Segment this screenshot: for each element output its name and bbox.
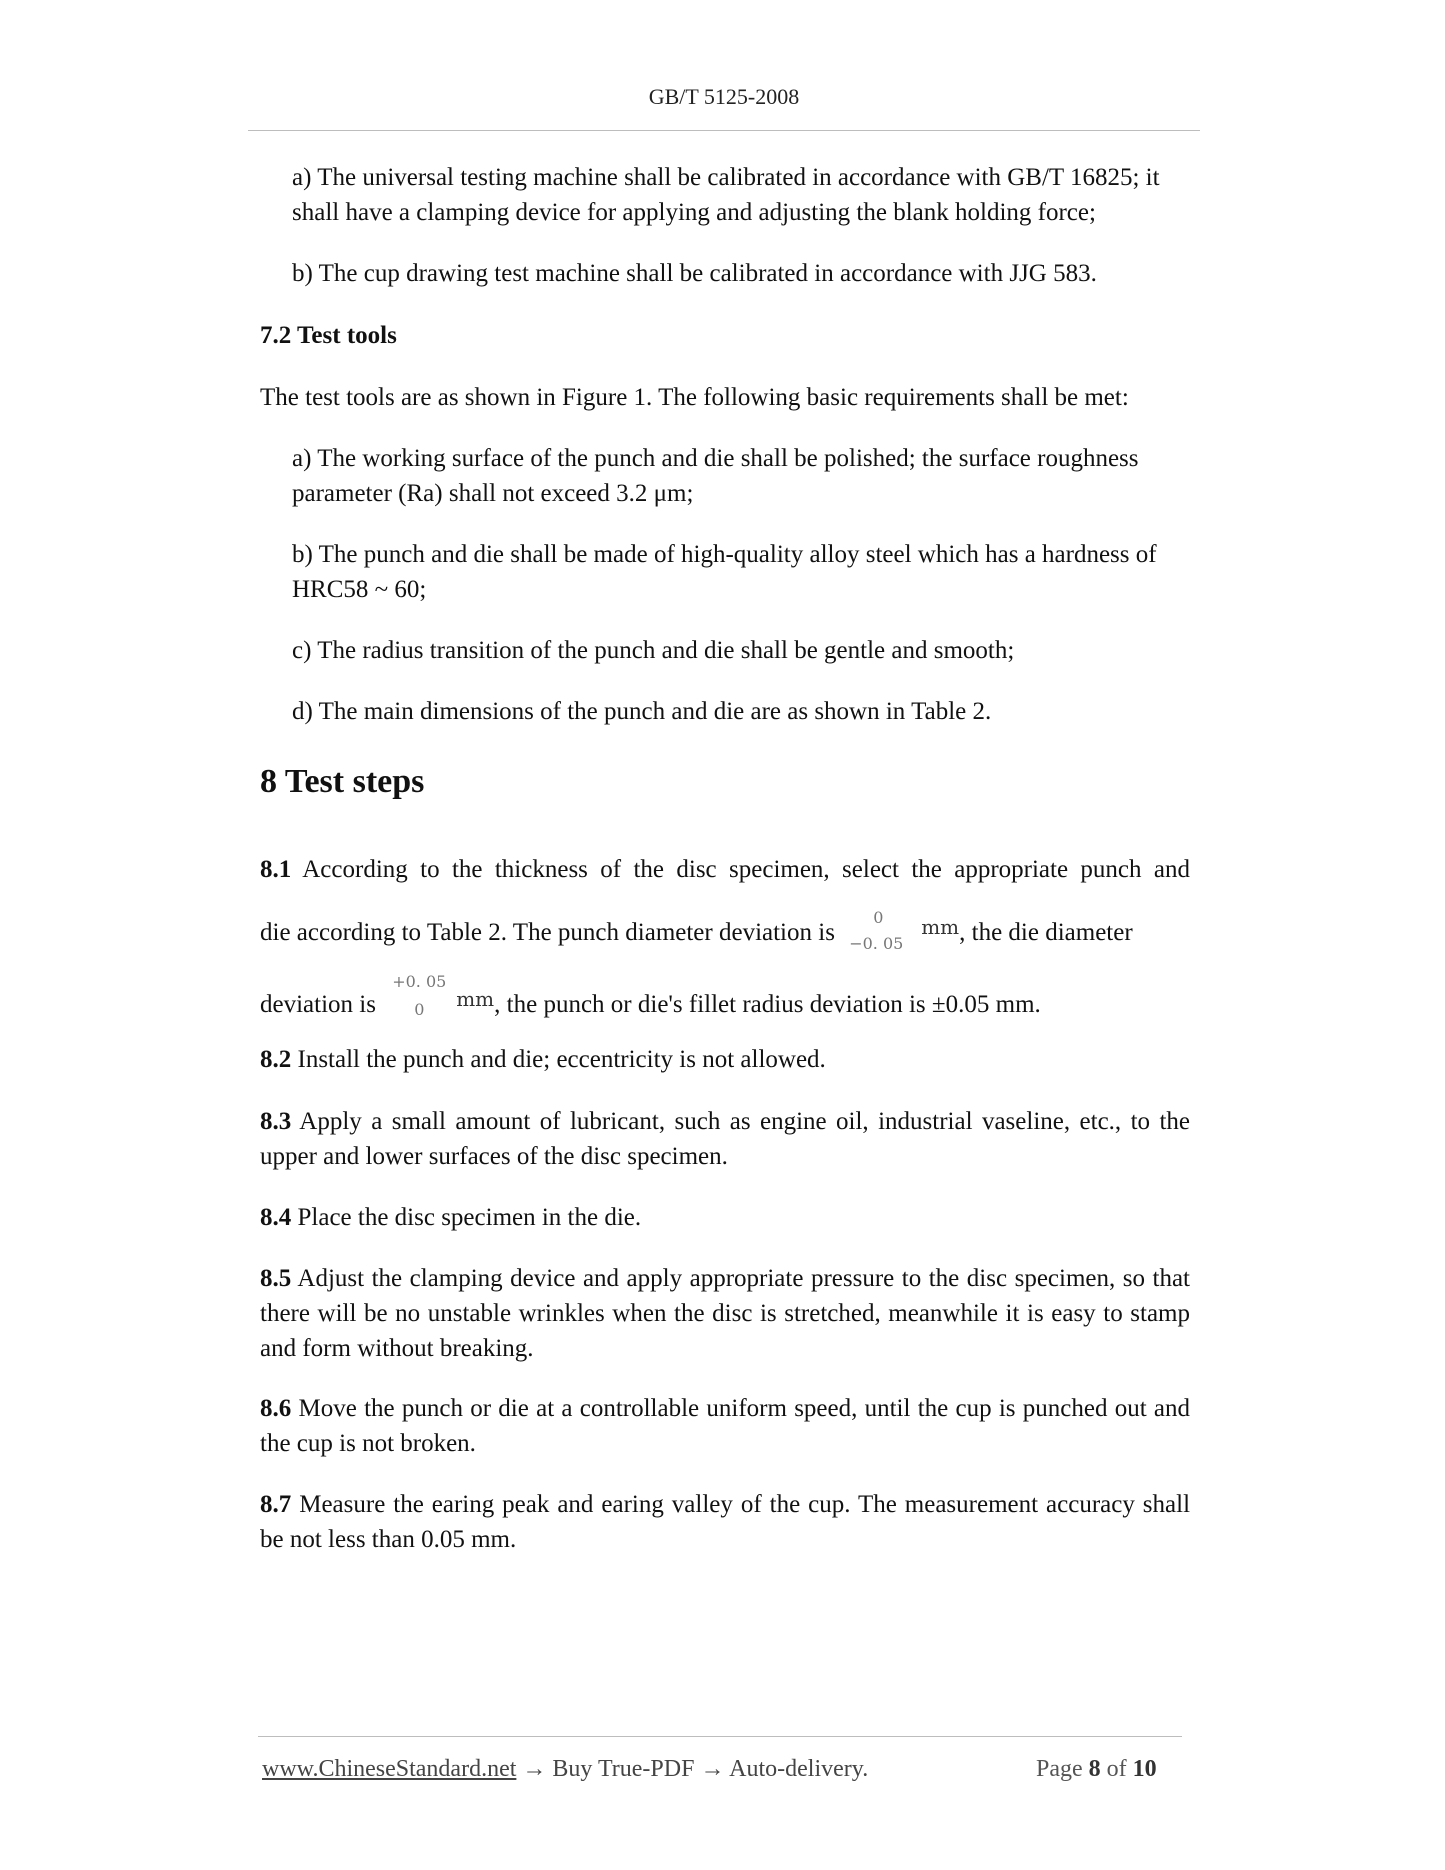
page-word: Page — [1036, 1756, 1083, 1782]
step-number: 8.5 — [260, 1265, 292, 1292]
step-text: Move the punch or die at a controllable uniform speed, until the cup is punched out and the cup is not broken. — [260, 1395, 1191, 1457]
item-text: The radius transition of the punch and die shall be gentle and smooth; — [317, 637, 1015, 664]
header-doc-id: GB/T 5125-2008 — [648, 84, 800, 109]
list-item — [292, 256, 1190, 291]
step-text: die according to Table 2. The punch diameter deviation is — [260, 919, 835, 946]
step-text: According to the thickness of the disc specimen, select the appropriate punch and — [302, 856, 1190, 883]
die-dev-lower: 0 — [414, 1000, 425, 1019]
footer-buy-text: Buy True-PDF — [552, 1756, 695, 1782]
step-text: , the die diameter — [959, 919, 1133, 946]
step-number: 8.7 — [260, 1491, 292, 1518]
punch-dev-upper: 0 — [873, 908, 884, 927]
step-text: Adjust the clamping device and apply appropriate pressure to the disc specimen, so that there will be no unstable wrinkles when the disc is stretched, meanwhile it is easy to stamp and form without breaking. — [260, 1265, 1190, 1362]
step-8-1-line3 — [260, 972, 1190, 1022]
step-number: 8.6 — [260, 1395, 292, 1422]
list-item — [292, 537, 1190, 607]
section-heading-8: 8 Test steps — [260, 763, 425, 800]
punch-dev-lower: −0. 05 — [849, 934, 904, 953]
page-number: 8 — [1088, 1756, 1101, 1782]
list-item — [292, 633, 1190, 668]
item-text: The working surface of the punch and die shall be polished; the surface roughness parameter (Ra) shall not exceed 3.2 μm; — [292, 445, 1139, 507]
die-dev-upper: +0. 05 — [392, 972, 447, 991]
page-indicator — [1036, 1756, 1157, 1783]
footer-link[interactable]: www.ChineseStandard.net — [262, 1756, 517, 1782]
step-text: Install the punch and die; eccentricity is not allowed. — [297, 1046, 826, 1073]
step-text: , the punch or die's fillet radius deviation is ±0.05 mm. — [494, 991, 1041, 1018]
step-8-1-line2 — [260, 908, 1190, 953]
footer-divider — [258, 1736, 1182, 1737]
step-8-1-line1 — [260, 852, 1190, 887]
step-number: 8.4 — [260, 1204, 292, 1231]
item-text: The universal testing machine shall be calibrated in accordance with GB/T 16825; it shall have a clamping device for applying and adjusting the blank holding force; — [292, 164, 1160, 226]
step-number: 8.2 — [260, 1046, 292, 1073]
arrow-icon: → — [700, 1756, 725, 1782]
item-text: The punch and die shall be made of high-quality alloy steel which has a hardness of HRC58 ~ 60; — [292, 541, 1157, 603]
item-label: b) — [292, 260, 313, 287]
step-text: Place the disc specimen in the die. — [297, 1204, 642, 1231]
item-label: a) — [292, 164, 312, 191]
item-text: The main dimensions of the punch and die are as shown in Table 2. — [318, 698, 992, 725]
step-8-7 — [260, 1487, 1190, 1557]
item-text: The cup drawing test machine shall be calibrated in accordance with JJG 583. — [318, 260, 1097, 287]
footer-auto-text: Auto-delivery. — [729, 1756, 869, 1782]
page-total: 10 — [1132, 1756, 1157, 1782]
unit-mm: mm — [456, 987, 495, 1011]
item-label: d) — [292, 698, 313, 725]
item-label: a) — [292, 445, 312, 472]
section-7-2-intro: The test tools are as shown in Figure 1. The following basic requirements shall be met: — [260, 384, 1129, 411]
footer-promo — [262, 1756, 868, 1783]
arrow-icon: → — [522, 1756, 547, 1782]
step-number: 8.3 — [260, 1108, 292, 1135]
item-label: b) — [292, 541, 313, 568]
step-text: Measure the earing peak and earing valley of the cup. The measurement accuracy shall be not less than 0.05 mm. — [260, 1491, 1191, 1553]
header-divider — [248, 130, 1200, 131]
unit-mm: mm — [921, 915, 960, 939]
step-8-3 — [260, 1104, 1190, 1174]
item-label: c) — [292, 637, 312, 664]
step-8-4 — [260, 1200, 1190, 1235]
of-word: of — [1106, 1756, 1127, 1782]
step-8-5 — [260, 1261, 1190, 1366]
list-item — [292, 694, 1190, 729]
list-item — [292, 160, 1190, 230]
step-text: deviation is — [260, 991, 376, 1018]
step-number: 8.1 — [260, 856, 292, 883]
section-heading-7-2: 7.2 Test tools — [260, 322, 397, 349]
step-8-6 — [260, 1391, 1190, 1461]
list-item — [292, 441, 1190, 511]
step-8-2 — [260, 1042, 1190, 1077]
step-text: Apply a small amount of lubricant, such as engine oil, industrial vaseline, etc., to the upper and lower surfaces of the disc specimen. — [260, 1108, 1190, 1170]
